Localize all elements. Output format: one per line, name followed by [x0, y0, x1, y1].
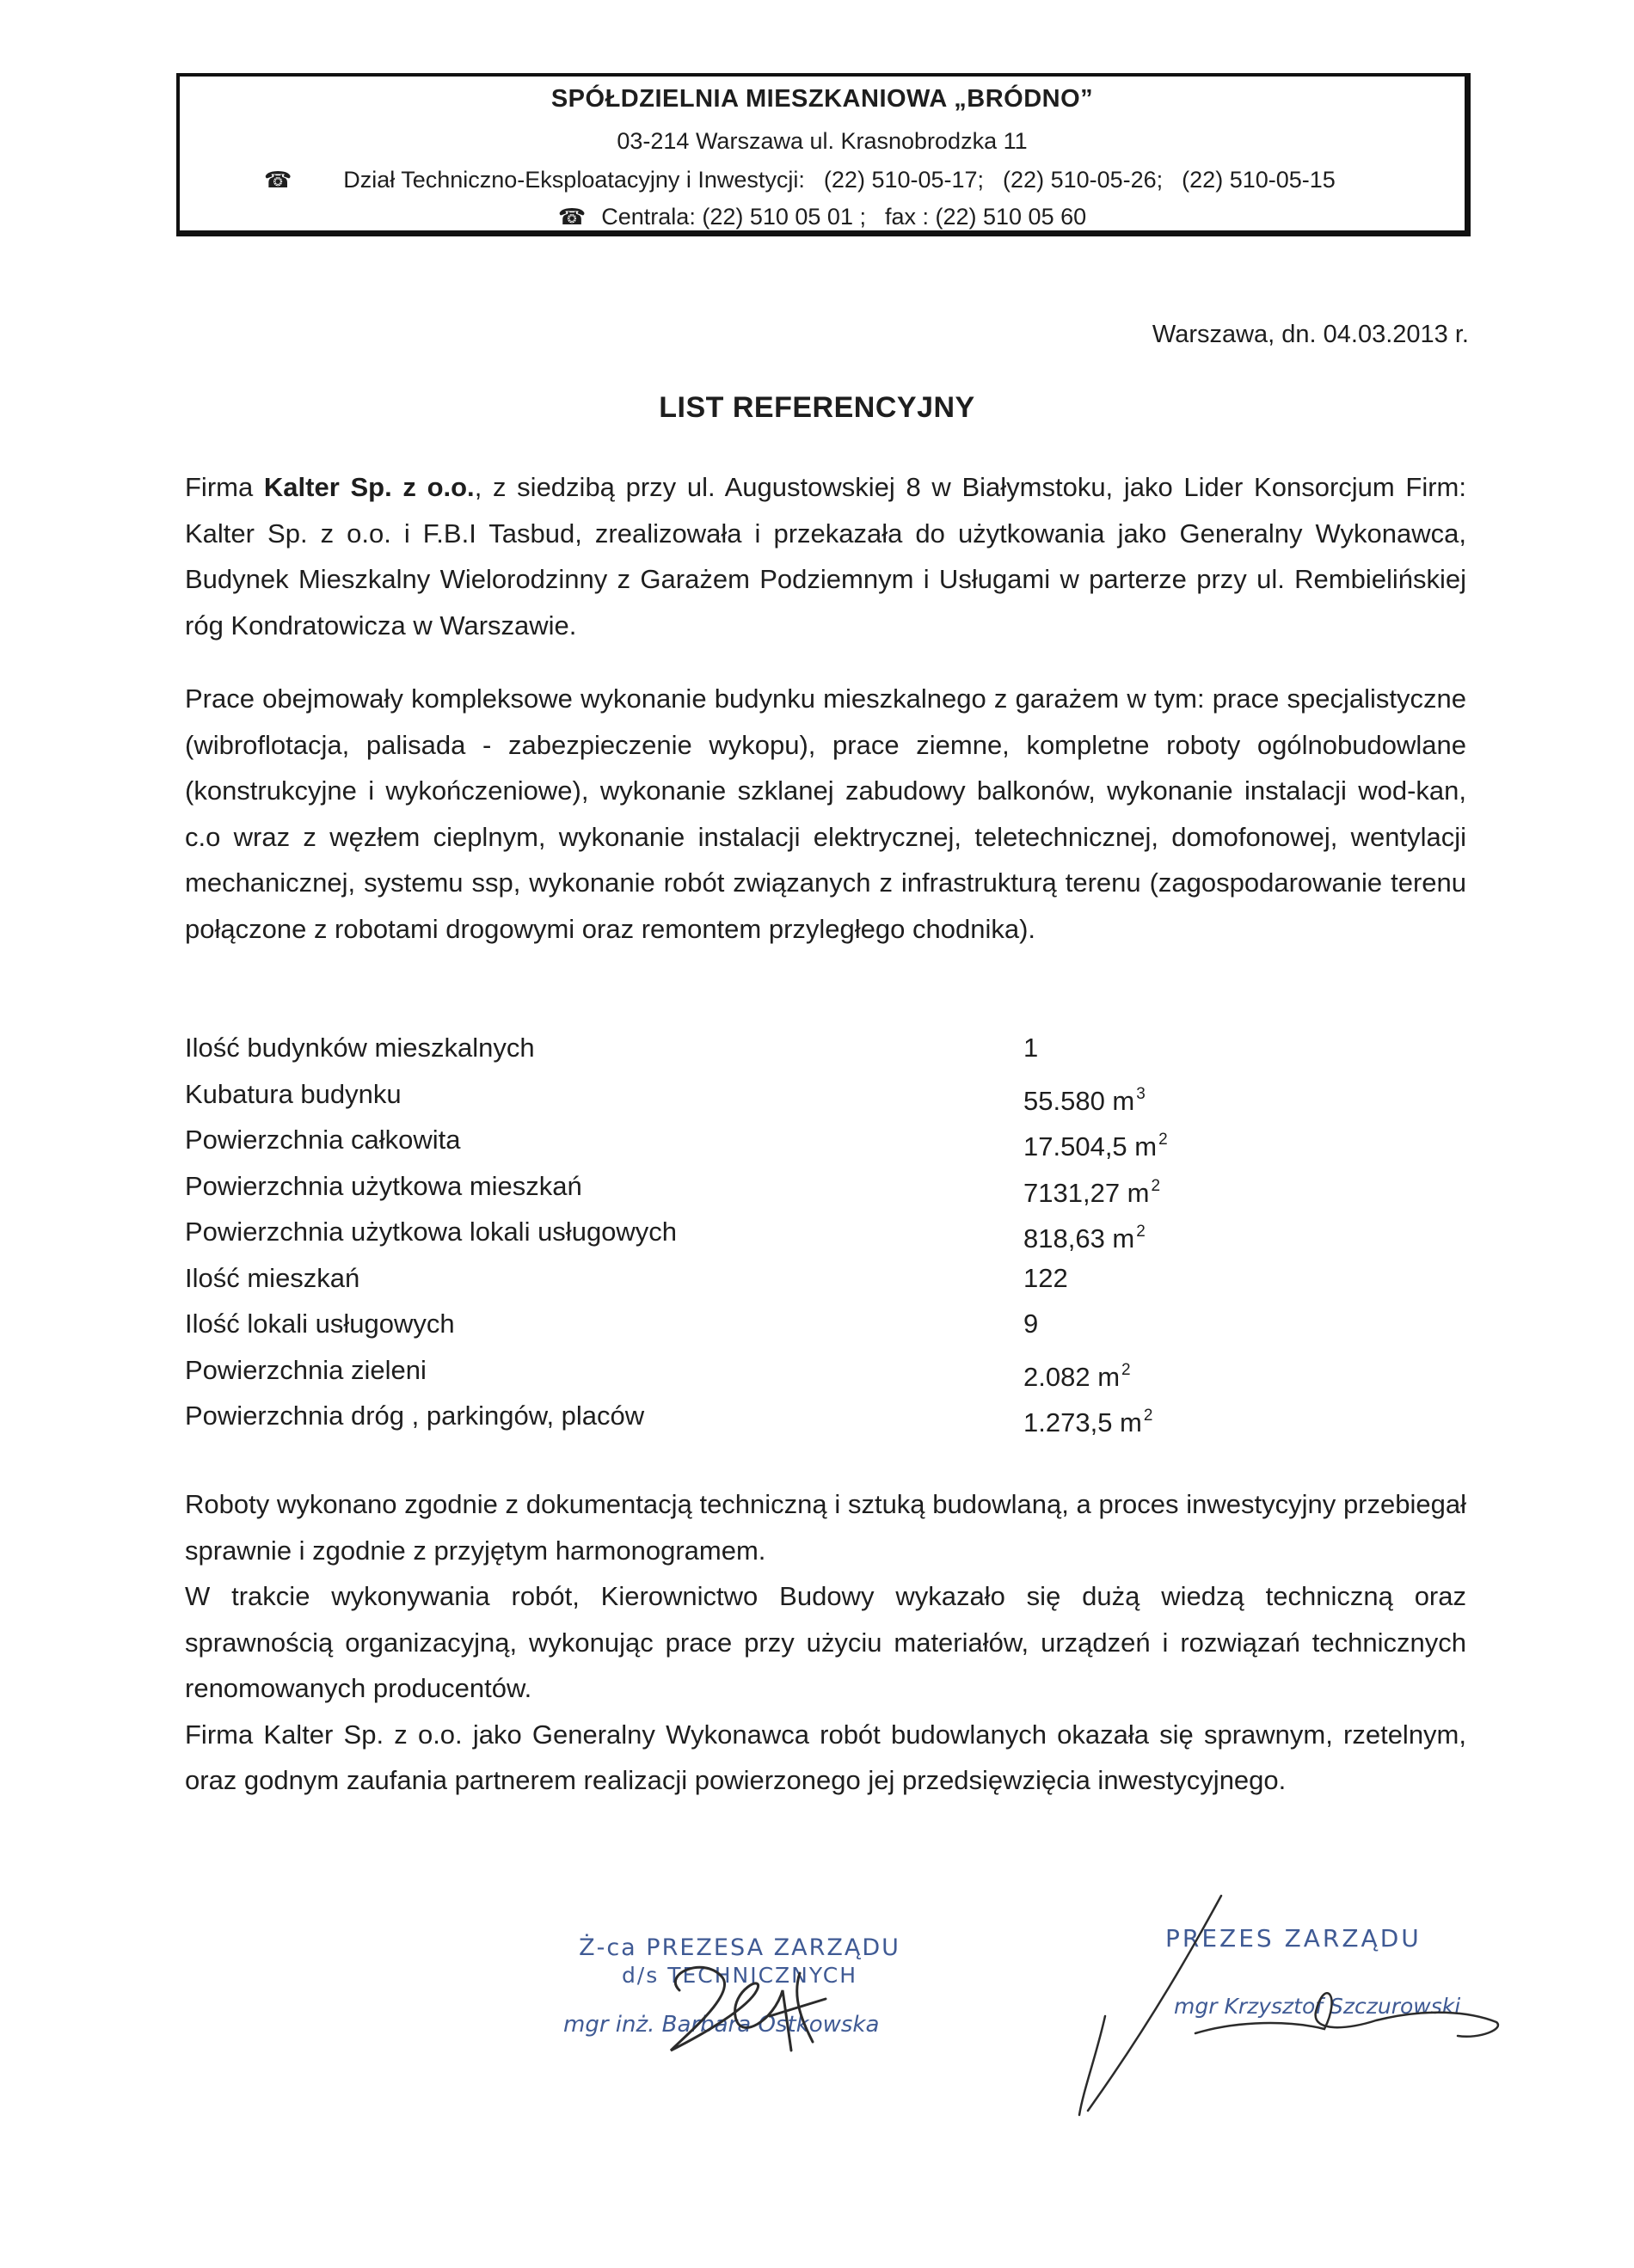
assessment-sentence-2: W trakcie wykonywania robót, Kierownictwo Budowy wykazało się dużą wiedzą techniczną oraz sprawnością organizacyjną, wykonując prace przy użyciu materiałów, urządzeń i rozwiązań technicznych renomowanych producentów.	[185, 1581, 1466, 1703]
spec-label: Ilość budynków mieszkalnych	[185, 1033, 535, 1063]
paragraph-assessment	[185, 1481, 1466, 1804]
department-phones-line	[180, 167, 1465, 193]
spec-value: 818,63 m $^2$	[1023, 1223, 1146, 1254]
spec-row	[185, 1117, 1475, 1163]
letter-date: Warszawa, dn. 04.03.2013 r.	[1152, 321, 1469, 348]
intro-body: , z siedzibą przy ul. Augustowskiej 8 w Białymstoku, jako Lider Konsorcjum Firm: Kalter Sp. z o.o. i F.B.I Tasbud, zrealizowała i przekazała do użytkowania jako Generalny Wykonawca, Budynek Mieszkalny Wielorodzinny z Garażem Podziemnym i Usługami w parterze przy ul. Rembielińskiej róg Kondratowicza w Warszawie.	[185, 472, 1466, 641]
organization-name: SPÓŁDZIELNIA MIESZKANIOWA „BRÓDNO”	[550, 85, 1094, 113]
spec-row	[185, 1301, 1475, 1347]
paragraph-scope: Prace obejmowały kompleksowe wykonanie budynku mieszkalnego z garażem w tym: prace specjalistyczne (wibroflotacja, palisada - zabezpieczenie wykopu), prace ziemne, kompletne roboty ogólnobudowlane (konstrukcyjne i wykończeniowe), wykonanie szklanej zabudowy balkonów, wykonanie instalacji wod-kan, c.o wraz z węzłem cieplnym, wykonanie instalacji elektrycznej, teletechnicznej, domofonowej, wentylacji mechanicznej, systemu ssp, wykonanie robót związanych z infrastrukturą terenu (zagospodarowanie terenu połączone z robotami drogowymi oraz remontem przyległego chodnika).	[185, 683, 1466, 944]
fax-number: fax : (22) 510 05 60	[884, 204, 1087, 230]
spec-row	[185, 1255, 1475, 1302]
spec-value: 9	[1023, 1309, 1039, 1339]
stamp-left-title: Ż-ca PREZESA ZARZĄDU	[579, 1934, 900, 1961]
spec-row	[185, 1025, 1475, 1071]
assessment-sentence-1: Roboty wykonano zgodnie z dokumentacją techniczną i sztuką budowlaną, a proces inwestycyjny przebiegał sprawnie i zgodnie z przyjętym harmonogramem.	[185, 1489, 1466, 1566]
stamp-right-signatory: mgr Krzysztof Szczurowski	[1174, 1994, 1461, 2019]
assessment-sentence-3: Firma Kalter Sp. z o.o. jako Generalny Wykonawca robót budowlanych okazała się sprawnym, rzetelnym, oraz godnym zaufania partnerem realizacji powierzonego jej przedsięwzięcia inwestycyjnego.	[185, 1719, 1466, 1795]
handwritten-signature-right	[1066, 1891, 1514, 2124]
organization-address: 03-214 Warszawa ul. Krasnobrodzka 11	[617, 128, 1028, 154]
building-specs-list	[185, 1025, 1475, 1439]
spec-label: Powierzchnia użytkowa mieszkań	[185, 1170, 582, 1201]
spec-label: Ilość mieszkań	[185, 1262, 360, 1293]
stamp-left-signatory: mgr inż. Barbara Ostkowska	[563, 2012, 880, 2038]
department-phone-3: (22) 510-05-15	[1182, 167, 1336, 193]
stamp-left-subtitle: d/s TECHNICZNYCH	[621, 1963, 858, 1988]
department-phone-1: (22) 510-05-17;	[823, 167, 985, 193]
document-title: LIST REFERENCYJNY	[659, 391, 975, 424]
telephone-icon: ☎	[264, 167, 292, 193]
spec-label: Ilość lokali usługowych	[185, 1309, 455, 1339]
intro-prefix: Firma	[185, 472, 264, 502]
telephone-icon: ☎	[557, 204, 587, 230]
central-phone: Centrala: (22) 510 05 01 ;	[601, 204, 866, 230]
spec-row	[185, 1393, 1475, 1439]
spec-row	[185, 1071, 1475, 1118]
paragraph-intro	[185, 464, 1466, 648]
central-phone-line	[180, 204, 1465, 230]
spec-value: 55.580 m $^3$	[1023, 1084, 1146, 1116]
company-name: Kalter Sp. z o.o.	[263, 472, 475, 502]
spec-value: 122	[1023, 1262, 1068, 1293]
spec-value: 2.082 m $^2$	[1023, 1360, 1131, 1392]
spec-label: Powierzchnia całkowita	[185, 1125, 461, 1155]
letterhead-box	[176, 73, 1471, 236]
department-phone-2: (22) 510-05-26;	[1003, 167, 1164, 193]
spec-row	[185, 1163, 1475, 1210]
spec-value: 17.504,5 m $^2$	[1023, 1131, 1168, 1162]
spec-label: Powierzchnia zieleni	[185, 1354, 427, 1385]
stamp-right-title: PREZES ZARZĄDU	[1165, 1924, 1422, 1952]
spec-label: Powierzchnia użytkowa lokali usługowych	[185, 1217, 678, 1247]
spec-row	[185, 1209, 1475, 1255]
spec-value: 7131,27 m $^2$	[1023, 1176, 1161, 1208]
spec-row	[185, 1347, 1475, 1394]
department-label: Dział Techniczno-Eksploatacyjny i Inwestycji:	[343, 167, 805, 193]
handwritten-signature-left	[628, 1939, 860, 2068]
spec-label: Powierzchnia dróg , parkingów, placów	[185, 1401, 645, 1431]
spec-value: 1.273,5 m $^2$	[1023, 1407, 1153, 1437]
spec-label: Kubatura budynku	[185, 1078, 402, 1109]
spec-value: 1	[1023, 1033, 1039, 1063]
